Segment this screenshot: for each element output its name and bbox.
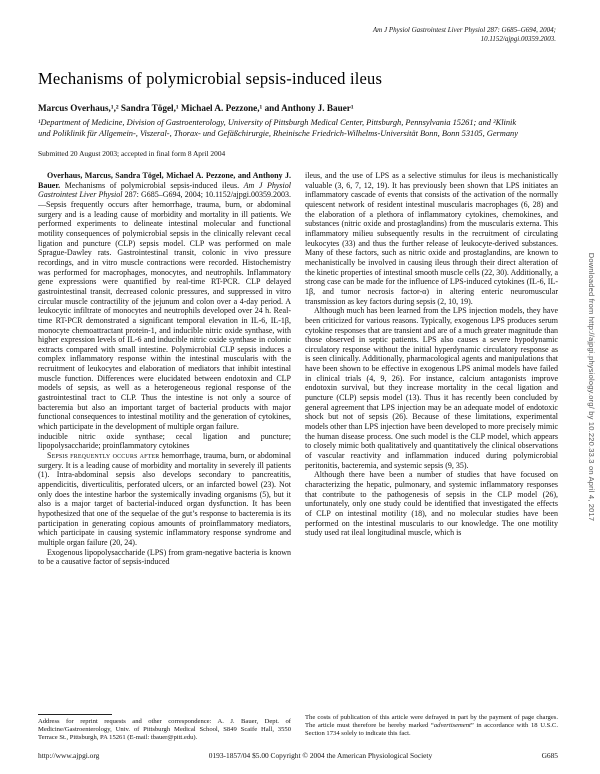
intro-paragraph-1-rest: hemorrhage, trauma, burn, or abdominal surgery. It is a leading cause of morbidity and mortality in severely ill patients (1). Intra-abdominal sepsis also develops secondary to pancreatitis, appendicitis, diverticulitis, perforated ulcers, or an infarcted bowel (23). Not only does the intestine harbor the systemically invading organisms (5), but it also is a major target of bacterial-induced organ dysfunction. It has been hypothesized that one of the sequelae of the gut’s response to bacteremia is its participation in generating copious amounts of proinflammatory mediators, which participate in causing systemic inflammatory response syndrome and multiple organ failure (20, 24). [38,451,291,547]
left-column [38,171,291,708]
journal-citation-line1: Am J Physiol Gastrointest Liver Physiol 287: G685–G694, 2004; [372,26,556,34]
intro-paragraph-4: Although there have been a number of studies that have focused on characterizing the hepatic, pulmonary, and systemic inflammatory responses that contribute to the pathogenesis of sepsis in the CLP model (26), unfortunately, only one study could be identified that investigated the effects of CLP on intestinal motility (18), and no molecular studies have been performed on the intestinal muscularis to our knowledge. The one motility study used rat ileal longitudinal muscle, which is [305,470,558,538]
right-column [305,171,558,708]
reprint-address-note: Address for reprint requests and other correspondence: A. J. Bauer, Dept. of Medicine/Gastroenterology, Univ. of Pittsburgh Medical School, S849 Scaife Hall, 3550 Terrace St., Pittsburgh, PA 15261 (E-mail: tbauer@pitt.edu). [38,714,291,742]
affiliation-1: ¹Department of Medicine, Division of Gastroenterology, University of Pittsburgh Medical Center, Pittsburgh, Pennsylvania 15261; and [38,118,494,128]
abstract-citation-tail: 287: G685–G694, 2004; 10.1152/ajpgi.00359.2003.— [38,190,291,209]
article-body [38,171,558,708]
abstract-paragraph [38,171,291,432]
abstract-journal-name: Am J Physiol Gastrointest Liver Physiol [38,180,291,200]
submitted-line: Submitted 20 August 2003; accepted in final form 8 April 2004 [38,149,226,158]
journal-citation [38,26,558,43]
intro-paragraph-2-left: Exogenous lipopolysaccharide (LPS) from gram-negative bacteria is known to be a causative factor of sepsis-induced [38,547,291,567]
abstract-author-citation: Overhaus, Marcus, Sandra Tögel, Michael A. Pezzone, and Anthony J. Bauer. [38,171,291,190]
publication-costs-pre: The costs of publication of this article were defrayed in part by the payment of page charges. The article must therefore be hereby marked “ [305,714,558,729]
intro-paragraph-3: Although much has been learned from the LPS injection models, they have been criticized for various reasons. Typically, exogenous LPS produces serum cytokine responses that are transient and are of a much greater magnitude than those observed in septic patients. LPS also causes a severe hypodynamic circulatory response without the initial hyperdynamic circulatory response as is seen clinically. Additionally, pharmacological agents and manipulations that have been shown to be effective in exogenous LPS animal models have failed in clinical trials (4, 9, 26). For instance, calcium antagonists improve endotoxin survival, but they increase mortality in the cecal ligation and puncture (CLP) sepsis model (13). Thus it has recently been concluded by general agreement that LPS injection may be an adequate model of endotoxic shock but not of sepsis (26). Because of these limitations, experimental models other than LPS injection have been developed to more precisely mimic the human disease process. One such model is the CLP model, which appears to closely mimic both qualitatively and quantitatively the clinical observations of vascular reactivity and inflammation induced during polymicrobial peritonitis, bacteremia, and systemic sepsis (9, 35). [305,306,558,470]
abstract-title-citation: Mechanisms of polymicrobial sepsis-induced ileus. [60,180,244,190]
footer-copyright: 0193-1857/04 $5.00 Copyright © 2004 the American Physiological Society [208,751,433,760]
author-list: Marcus Overhaus,¹,² Sandra Tögel,¹ Michael A. Pezzone,¹ and Anthony J. Bauer¹ [38,103,354,114]
article-title: Mechanisms of polymicrobial sepsis-induced ileus [38,69,383,89]
abstract-body-text: Sepsis frequently occurs after hemorrhage, trauma, burn, or abdominal surgery and is a leading cause of morbidity and mortality in ill patients. We performed experiments to delineate intestinal molecular and functional motility consequences of polymicrobial sepsis in the clinically relevant cecal ligation and puncture (CLP) sepsis model. CLP was performed on male Sprague-Dawley rats. Gastrointestinal transit, colonic in vivo pressure recordings, and in vitro muscle contractions were recorded. Histochemistry was performed for macrophages, monocytes, and neutrophils. Inflammatory gene expressions were quantified by real-time RT-PCR. CLP delayed gastrointestinal transit, decreased colonic pressures, and suppressed in vitro circular muscle contractility of the jejunum and colon over a 4-day period. A leukocytic infiltrate of monocytes and neutrophils developed over 24 h. Real-time RT-PCR demonstrated a significant temporal elevation in IL-6, IL-1β, monocyte chemoattractant protein-1, and inducible nitric oxide synthase, with higher expression levels of IL-6 and inducible nitric oxide synthase in colonic extracts compared with small intestine. Polymicrobial CLP sepsis induces a complex inflammatory response within the intestinal muscularis with the recruitment of leukocytes and elaboration of mediators that inhibit intestinal muscle function. Differences were elucidated between endotoxin and CLP models of sepsis, as well as a heterogeneous regional response of the gastrointestinal tract to CLP. Thus the intestine is not only a source of bacteremia but also an important target of bacterial products with major functional consequences to intestinal motility and the generation of cytokines, which participate in the development of multiple organ failure. [38,199,291,432]
downloaded-from-watermark: Downloaded from http://ajpgi.physiology.org/ by 10.220.33.3 on April 4, 2017 [587,252,596,522]
footer-journal-url: http://www.ajpgi.org [38,751,100,760]
publication-costs-advertisement: advertisement [433,722,471,729]
keywords-line: inducible nitric oxide synthase; cecal ligation and puncture; lipopolysaccharide; proinflammatory cytokines [38,431,291,451]
journal-citation-line2: 10.1152/ajpgi.00359.2003. [480,34,556,43]
intro-smallcaps-opener: Sepsis frequently occurs after [47,451,160,461]
page-footer [38,751,558,760]
footer-page-number: G685 [541,751,558,760]
footnote-row [38,708,558,742]
publication-costs-note [305,714,558,742]
intro-paragraph-2-continued: ileus, and the use of LPS as a selective stimulus for ileus is mechanistically valuable (3, 6, 7, 12, 19). It has previously been shown that LPS initiates an inflammatory cascade of events that consists of the activation of the normally quiescent network of resident intestinal muscularis macrophages (6, 28) and the elaboration of a plethora of inflammatory cytokines, chemokines, and substances (nitric oxide and prostaglandins) from the muscularis externa. This inflammatory milieu subsequently results in the recruitment of circulating leukocytes (33) and thus the further release of leukocyte-derived substances. Many of these factors, such as nitric oxide and prostaglandins, are known to mechanistically be involved in causing ileus through their direct alteration of the kinetic properties of intestinal smooth muscle cells (22, 30). Additionally, a strong case can be made for the influence of LPS-induced cytokines (IL-6, IL-1β, and tumor necrosis factor-α) in altering enteric neuromuscular transmission as key factors during sepsis (2, 10, 19). [305,171,558,306]
intro-paragraph-1 [38,451,291,548]
affiliation-2: ²Klinik und Poliklinik für Allgemein-, Viszeral-, Thorax- und Gefäßchirurgie, Rheinische Friedrich-Wilhelms-Universität Bonn, Bonn 53105, Germany [38,118,518,138]
publication-costs-post: ” in accordance with 18 U.S.C. Section 1734 solely to indicate this fact. [305,722,558,737]
affiliations [38,118,558,139]
